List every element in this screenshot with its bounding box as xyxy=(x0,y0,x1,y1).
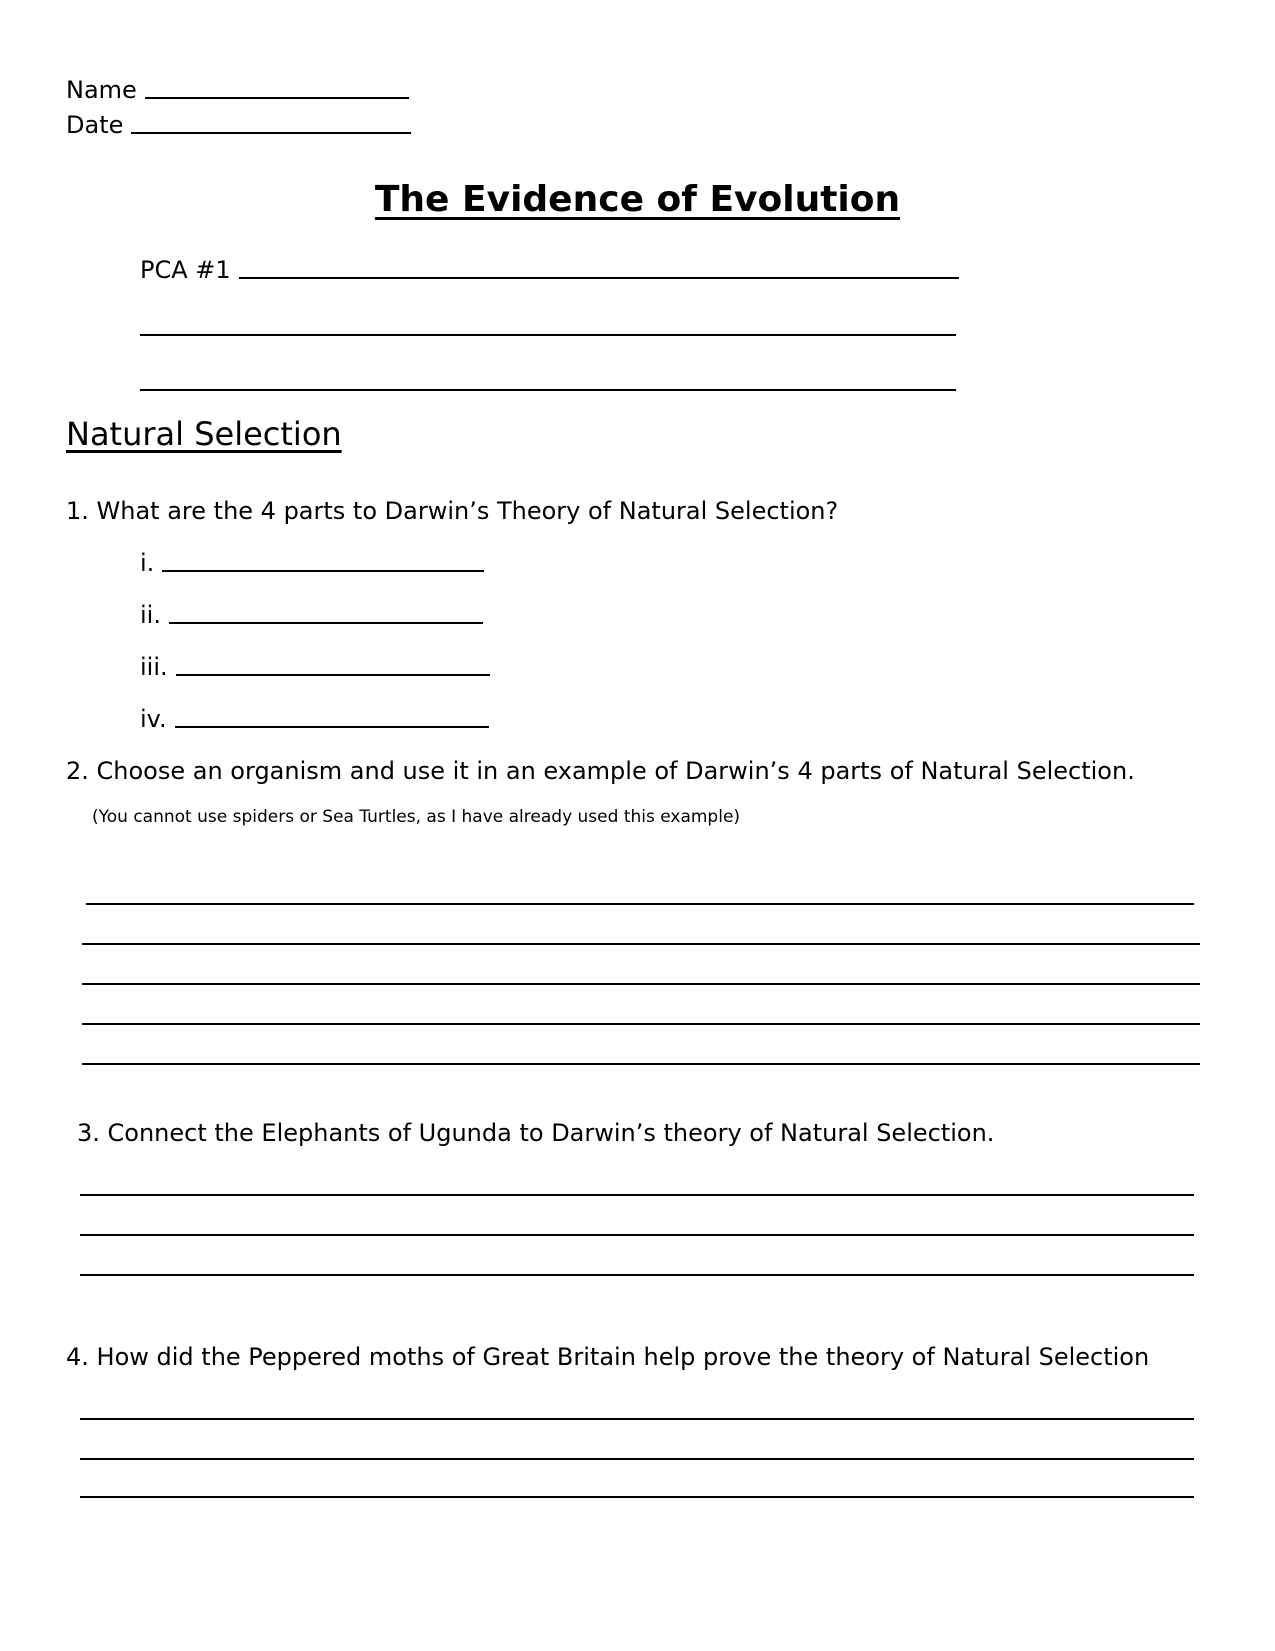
pca-row xyxy=(140,255,959,285)
q4-answer-line[interactable] xyxy=(80,1418,1194,1420)
question-1: 1. What are the 4 parts to Darwin’s Theory of Natural Selection? xyxy=(66,497,839,525)
pca-blank-3[interactable] xyxy=(140,389,956,391)
q1-item-label: iii. xyxy=(140,653,168,681)
q2-answer-line[interactable] xyxy=(82,943,1200,945)
name-blank[interactable] xyxy=(145,75,409,99)
q3-answer-line[interactable] xyxy=(80,1274,1194,1276)
q3-answer-line[interactable] xyxy=(80,1234,1194,1236)
q2-answer-line[interactable] xyxy=(82,1023,1200,1025)
q1-item-label: iv. xyxy=(140,705,167,733)
pca-label: PCA #1 xyxy=(140,256,231,284)
q4-answer-line[interactable] xyxy=(80,1496,1194,1498)
question-2: 2. Choose an organism and use it in an example of Darwin’s 4 parts of Natural Selection. xyxy=(66,757,1135,785)
q2-answer-line[interactable] xyxy=(86,903,1194,905)
section-heading: Natural Selection xyxy=(66,415,342,453)
q1-item-blank[interactable] xyxy=(162,548,484,572)
date-field-row xyxy=(66,110,411,140)
date-label: Date xyxy=(66,111,124,139)
q1-item-iv xyxy=(140,704,489,734)
page-title: The Evidence of Evolution xyxy=(374,179,901,220)
q1-item-blank[interactable] xyxy=(175,704,489,728)
question-4: 4. How did the Peppered moths of Great Britain help prove the theory of Natural Selection xyxy=(66,1343,1150,1371)
name-field-row xyxy=(66,75,409,105)
name-label: Name xyxy=(66,76,137,104)
q1-item-iii xyxy=(140,652,490,682)
q1-item-label: i. xyxy=(140,549,155,577)
pca-blank-2[interactable] xyxy=(140,334,956,336)
q1-item-label: ii. xyxy=(140,601,161,629)
q2-answer-line[interactable] xyxy=(82,1063,1200,1065)
q1-item-blank[interactable] xyxy=(169,600,483,624)
question-2-note: (You cannot use spiders or Sea Turtles, as I have already used this example) xyxy=(92,807,741,827)
q4-answer-line[interactable] xyxy=(80,1458,1194,1460)
pca-blank-1[interactable] xyxy=(239,255,959,279)
q2-answer-line[interactable] xyxy=(82,983,1200,985)
q1-item-ii xyxy=(140,600,483,630)
q1-item-i xyxy=(140,548,484,578)
q1-item-blank[interactable] xyxy=(176,652,490,676)
question-3: 3. Connect the Elephants of Ugunda to Darwin’s theory of Natural Selection. xyxy=(77,1119,995,1147)
date-blank[interactable] xyxy=(131,110,411,134)
q3-answer-line[interactable] xyxy=(80,1194,1194,1196)
